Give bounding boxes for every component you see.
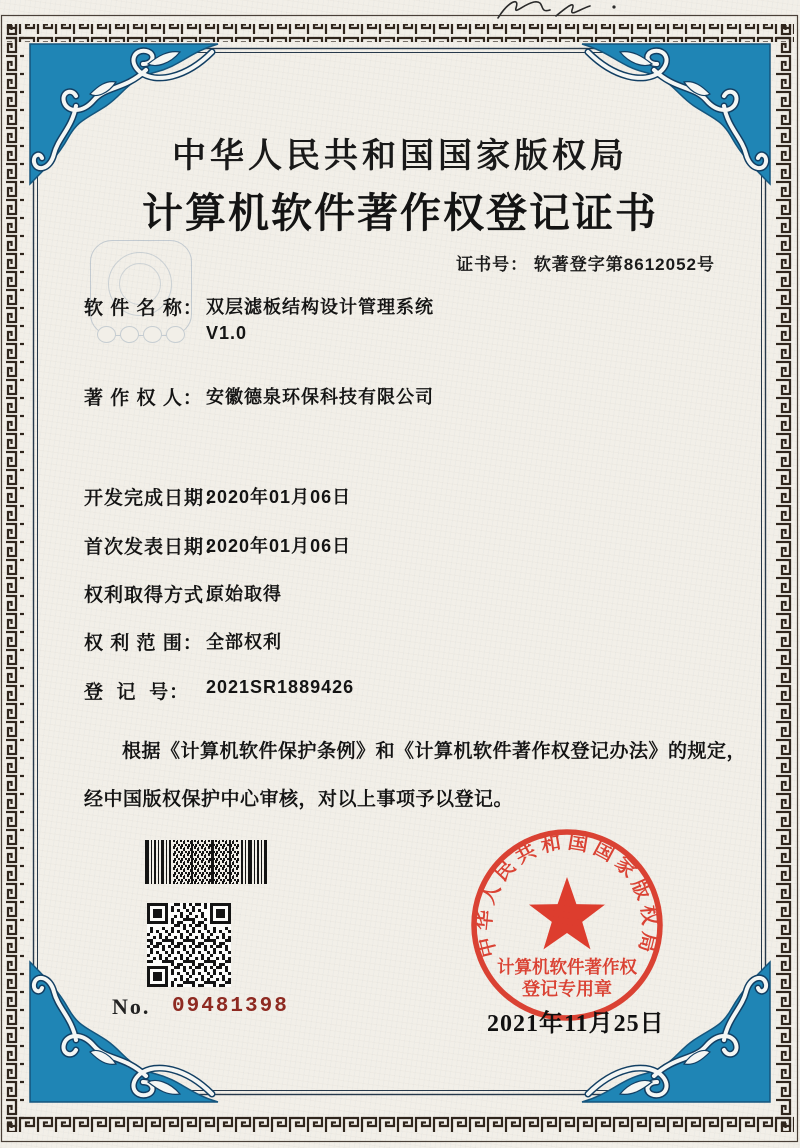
field-value-registration-number: 2021SR1889426	[206, 677, 355, 697]
field-label-dev-complete-date: 开发完成日期：	[84, 488, 225, 509]
seal-ring-text: 中华人民共和国国家版权局	[473, 831, 661, 960]
field-label-rights-scope: 权 利 范 围：	[84, 633, 203, 654]
field-value-software-version: V1.0	[206, 323, 248, 343]
field-label-rights-acquisition: 权利取得方式：	[84, 585, 225, 606]
field-value-software-name: 双层滤板结构设计管理系统	[206, 297, 434, 317]
official-seal	[462, 820, 672, 1030]
serial-number-label: No.	[112, 994, 151, 1019]
certificate-number-label: 证书号：	[456, 255, 529, 274]
issue-date: 2021年11月25日	[487, 1011, 665, 1037]
field-label-registration-number: 登 记 号：	[84, 682, 190, 703]
seal-star-icon	[529, 877, 605, 949]
qr-code	[147, 903, 231, 987]
seal-text-line1: 计算机软件著作权	[497, 957, 637, 977]
field-label-copyright-owner: 著 作 权 人：	[84, 388, 203, 409]
field-value-rights-acquisition: 原始取得	[206, 584, 282, 604]
field-value-dev-complete-date: 2020年01月06日	[206, 487, 352, 507]
seal-text-line2: 登记专用章	[522, 979, 612, 999]
certificate-title: 计算机软件著作权登记证书	[142, 190, 658, 236]
field-label-software-name: 软 件 名 称：	[84, 298, 203, 319]
authority-title: 中华人民共和国国家版权局	[172, 138, 628, 175]
field-value-first-publish-date: 2020年01月06日	[206, 536, 352, 556]
certificate-number-value: 软著登字第8612052号	[533, 255, 715, 274]
field-value-copyright-owner: 安徽德泉环保科技有限公司	[206, 387, 434, 407]
barcode	[145, 840, 267, 884]
certificate-number-line	[0, 250, 715, 275]
field-value-rights-scope: 全部权利	[206, 632, 282, 652]
field-label-first-publish-date: 首次发表日期：	[84, 537, 225, 558]
serial-number-value: 09481398	[172, 995, 289, 1018]
registration-statement: 根据《计算机软件保护条例》和《计算机软件著作权登记办法》的规定，经中国版权保护中心审核，对以上事项予以登记。	[84, 741, 747, 810]
